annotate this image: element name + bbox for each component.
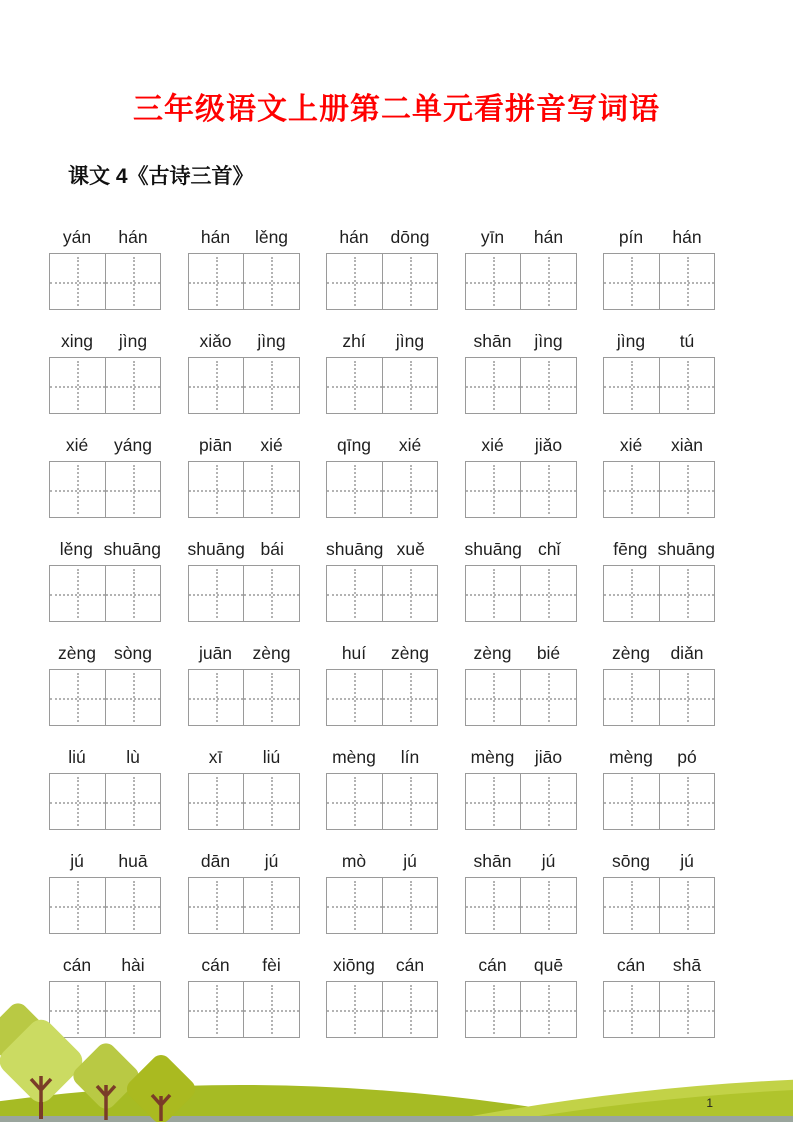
writing-cell[interactable] <box>382 462 438 517</box>
writing-cell[interactable] <box>327 254 382 309</box>
word-group <box>603 326 715 414</box>
word-group <box>326 534 438 622</box>
pinyin-syllable: lín <box>400 747 420 767</box>
pinyin-label <box>465 950 577 981</box>
word-row <box>49 326 715 414</box>
writing-cell[interactable] <box>659 670 715 725</box>
writing-cell[interactable] <box>50 670 105 725</box>
writing-cell[interactable] <box>327 566 382 621</box>
pinyin-syllable: shān <box>473 851 512 871</box>
word-group <box>188 742 300 830</box>
writing-cell[interactable] <box>466 462 521 517</box>
word-group <box>49 846 161 934</box>
pinyin-label <box>326 742 438 773</box>
pinyin-syllable: xiōng <box>333 955 375 975</box>
writing-cell[interactable] <box>50 774 105 829</box>
writing-cell[interactable] <box>105 774 161 829</box>
pinyin-syllable: mèng <box>470 747 515 767</box>
pinyin-label <box>49 742 161 773</box>
word-group <box>326 326 438 414</box>
word-group <box>465 326 577 414</box>
pinyin-syllable: zèng <box>612 643 650 663</box>
word-row <box>49 638 715 726</box>
pinyin-label <box>49 638 161 669</box>
pinyin-label <box>49 950 161 981</box>
writing-cell[interactable] <box>659 774 715 829</box>
writing-cell[interactable] <box>659 358 715 413</box>
pinyin-syllable: jú <box>680 851 694 871</box>
pinyin-syllable: cán <box>616 955 646 975</box>
writing-cell[interactable] <box>604 462 659 517</box>
writing-cell[interactable] <box>520 878 576 933</box>
writing-cell[interactable] <box>105 254 161 309</box>
word-row <box>49 534 715 622</box>
word-group <box>465 430 577 518</box>
writing-box <box>188 877 300 934</box>
writing-cell[interactable] <box>466 774 521 829</box>
writing-cell[interactable] <box>604 774 659 829</box>
pinyin-label <box>49 846 161 877</box>
writing-box <box>603 877 715 934</box>
pinyin-syllable: zhí <box>342 331 366 351</box>
writing-box <box>326 253 438 310</box>
writing-cell[interactable] <box>382 358 438 413</box>
writing-box <box>188 773 300 830</box>
writing-cell[interactable] <box>466 878 521 933</box>
pinyin-syllable: hán <box>533 227 564 247</box>
writing-cell[interactable] <box>382 670 438 725</box>
pinyin-syllable: pín <box>618 227 644 247</box>
pinyin-syllable: jú <box>70 851 84 871</box>
pinyin-syllable: mò <box>341 851 367 871</box>
pinyin-syllable: huí <box>341 643 367 663</box>
word-group <box>603 638 715 726</box>
word-row <box>49 846 715 934</box>
word-group <box>188 846 300 934</box>
writing-cell[interactable] <box>520 358 576 413</box>
writing-cell[interactable] <box>50 254 105 309</box>
pinyin-syllable: liú <box>68 747 86 767</box>
writing-cell[interactable] <box>466 670 521 725</box>
writing-box <box>603 357 715 414</box>
pinyin-syllable: xié <box>260 435 283 455</box>
word-group <box>188 430 300 518</box>
pinyin-label <box>465 326 577 357</box>
pinyin-label <box>465 534 577 565</box>
writing-cell[interactable] <box>189 878 244 933</box>
pinyin-syllable: fēng <box>613 539 648 559</box>
pinyin-syllable: cán <box>62 955 92 975</box>
pinyin-label <box>603 638 715 669</box>
word-group <box>49 534 161 622</box>
writing-cell[interactable] <box>189 358 244 413</box>
pinyin-label <box>188 430 300 461</box>
pinyin-syllable: shān <box>473 331 512 351</box>
pinyin-syllable: shuāng <box>657 539 715 559</box>
section-heading: 课文 4《古诗三首》 <box>68 165 254 188</box>
pinyin-label <box>188 534 300 565</box>
bottom-strip <box>0 1116 793 1122</box>
word-group <box>188 326 300 414</box>
word-group <box>188 222 300 310</box>
pinyin-syllable: diǎn <box>670 643 704 663</box>
pinyin-syllable: yīn <box>480 227 505 247</box>
pinyin-label <box>326 534 438 565</box>
writing-cell[interactable] <box>327 670 382 725</box>
pinyin-syllable: shuāng <box>187 539 245 559</box>
pinyin-label <box>326 430 438 461</box>
pinyin-label <box>326 638 438 669</box>
writing-box <box>603 773 715 830</box>
writing-cell[interactable] <box>243 566 299 621</box>
writing-box <box>188 669 300 726</box>
word-group <box>188 534 300 622</box>
pinyin-label <box>49 430 161 461</box>
writing-cell[interactable] <box>604 566 659 621</box>
pinyin-syllable: cán <box>201 955 230 975</box>
word-group <box>603 534 715 622</box>
pinyin-label <box>603 534 715 565</box>
landscape-decoration <box>0 990 793 1122</box>
word-group <box>465 638 577 726</box>
pinyin-label <box>188 950 300 981</box>
pinyin-syllable: jú <box>264 851 279 871</box>
writing-box <box>326 773 438 830</box>
pinyin-syllable: zèng <box>58 643 96 663</box>
word-group <box>49 638 161 726</box>
word-group <box>465 534 577 622</box>
writing-cell[interactable] <box>243 462 299 517</box>
pinyin-label <box>603 846 715 877</box>
pinyin-label <box>326 222 438 253</box>
writing-cell[interactable] <box>520 566 576 621</box>
writing-box <box>188 461 300 518</box>
pinyin-syllable: bié <box>536 643 561 663</box>
pinyin-label <box>603 950 715 981</box>
pinyin-syllable: xiǎo <box>199 331 232 351</box>
pinyin-syllable: yáng <box>114 435 152 455</box>
pinyin-syllable: jiāo <box>534 747 563 767</box>
pinyin-syllable: xié <box>398 435 422 455</box>
writing-box <box>326 461 438 518</box>
writing-cell[interactable] <box>466 358 521 413</box>
word-group <box>49 222 161 310</box>
pinyin-syllable: sōng <box>612 851 650 871</box>
pinyin-syllable: jìng <box>616 331 646 351</box>
writing-cell[interactable] <box>105 566 161 621</box>
word-group <box>465 222 577 310</box>
writing-box <box>465 461 577 518</box>
writing-cell[interactable] <box>243 254 299 309</box>
writing-cell[interactable] <box>105 878 161 933</box>
pinyin-syllable: pó <box>677 747 697 767</box>
pinyin-syllable: huā <box>118 851 148 871</box>
word-row <box>49 742 715 830</box>
writing-cell[interactable] <box>520 774 576 829</box>
page-title: 三年级语文上册第二单元看拼音写词语 <box>133 93 660 126</box>
writing-cell[interactable] <box>189 670 244 725</box>
writing-cell[interactable] <box>604 878 659 933</box>
pinyin-syllable: bái <box>260 539 284 559</box>
pinyin-syllable: shuāng <box>464 539 522 559</box>
pinyin-syllable: sòng <box>114 643 152 663</box>
pinyin-syllable: quē <box>533 955 564 975</box>
word-group <box>326 742 438 830</box>
pinyin-syllable: liú <box>262 747 281 767</box>
writing-box <box>49 253 161 310</box>
writing-box <box>326 565 438 622</box>
writing-cell[interactable] <box>520 462 576 517</box>
writing-cell[interactable] <box>382 566 438 621</box>
pinyin-syllable: jú <box>403 851 417 871</box>
pinyin-syllable: dān <box>200 851 231 871</box>
pinyin-syllable: jìng <box>257 331 286 351</box>
writing-cell[interactable] <box>327 358 382 413</box>
pinyin-label <box>188 638 300 669</box>
pinyin-syllable: shuāng <box>326 539 384 559</box>
pinyin-label <box>603 430 715 461</box>
writing-cell[interactable] <box>50 462 105 517</box>
pinyin-label <box>49 222 161 253</box>
pinyin-syllable: jú <box>541 851 556 871</box>
pinyin-label <box>603 222 715 253</box>
word-group <box>326 846 438 934</box>
pinyin-syllable: jìng <box>395 331 425 351</box>
writing-cell[interactable] <box>50 358 105 413</box>
pinyin-label <box>465 430 577 461</box>
writing-cell[interactable] <box>466 566 521 621</box>
pinyin-label <box>188 222 300 253</box>
writing-box <box>49 461 161 518</box>
pinyin-syllable: xiàn <box>670 435 704 455</box>
word-group <box>603 222 715 310</box>
pinyin-syllable: cán <box>395 955 425 975</box>
pinyin-syllable: jìng <box>118 331 148 351</box>
writing-box <box>326 669 438 726</box>
pinyin-syllable: fèi <box>262 955 281 975</box>
pinyin-label <box>326 846 438 877</box>
word-group <box>326 222 438 310</box>
pinyin-syllable: lù <box>126 747 140 767</box>
writing-cell[interactable] <box>327 462 382 517</box>
word-group <box>49 326 161 414</box>
writing-box <box>326 877 438 934</box>
pinyin-syllable: mèng <box>332 747 376 767</box>
writing-box <box>465 565 577 622</box>
pinyin-syllable: shā <box>672 955 702 975</box>
pinyin-syllable: lěng <box>59 539 93 559</box>
writing-box <box>603 669 715 726</box>
pinyin-syllable: shuāng <box>103 539 161 559</box>
pinyin-label <box>603 326 715 357</box>
writing-cell[interactable] <box>604 254 659 309</box>
pinyin-syllable: xuě <box>396 539 425 559</box>
writing-box <box>465 357 577 414</box>
pinyin-label <box>603 742 715 773</box>
writing-box <box>603 253 715 310</box>
pinyin-syllable: jìng <box>534 331 563 351</box>
pinyin-syllable: qīng <box>336 435 372 455</box>
writing-box <box>465 253 577 310</box>
pinyin-label <box>188 846 300 877</box>
writing-cell[interactable] <box>189 566 244 621</box>
word-group <box>603 742 715 830</box>
pinyin-label <box>465 846 577 877</box>
pinyin-syllable: hán <box>118 227 148 247</box>
word-group <box>603 846 715 934</box>
writing-cell[interactable] <box>520 254 576 309</box>
pinyin-syllable: hài <box>121 955 145 975</box>
writing-box <box>326 357 438 414</box>
pinyin-label <box>465 222 577 253</box>
pinyin-syllable: juān <box>198 643 233 663</box>
writing-box <box>49 773 161 830</box>
pinyin-syllable: jiǎo <box>534 435 563 455</box>
page-number: 1 <box>706 1096 713 1110</box>
pinyin-syllable: cán <box>478 955 507 975</box>
word-group <box>465 846 577 934</box>
pinyin-label <box>188 742 300 773</box>
writing-box <box>188 253 300 310</box>
writing-cell[interactable] <box>189 774 244 829</box>
writing-box <box>603 565 715 622</box>
pinyin-syllable: mèng <box>609 747 653 767</box>
pinyin-syllable: hán <box>672 227 702 247</box>
pinyin-syllable: chǐ <box>538 539 561 559</box>
pinyin-syllable: dōng <box>390 227 430 247</box>
writing-cell[interactable] <box>466 254 521 309</box>
writing-cell[interactable] <box>382 878 438 933</box>
writing-cell[interactable] <box>520 670 576 725</box>
writing-cell[interactable] <box>604 670 659 725</box>
pinyin-syllable: zèng <box>473 643 512 663</box>
writing-box <box>49 877 161 934</box>
writing-box <box>49 669 161 726</box>
writing-box <box>465 669 577 726</box>
writing-box <box>49 565 161 622</box>
pinyin-label <box>49 326 161 357</box>
word-group <box>326 638 438 726</box>
pinyin-syllable: xié <box>65 435 89 455</box>
writing-cell[interactable] <box>327 774 382 829</box>
writing-cell[interactable] <box>189 462 244 517</box>
word-group <box>49 742 161 830</box>
word-group <box>326 430 438 518</box>
word-group <box>465 742 577 830</box>
writing-cell[interactable] <box>189 254 244 309</box>
word-group <box>603 430 715 518</box>
writing-box <box>188 357 300 414</box>
writing-cell[interactable] <box>659 254 715 309</box>
writing-cell[interactable] <box>243 670 299 725</box>
word-group <box>49 430 161 518</box>
writing-cell[interactable] <box>50 566 105 621</box>
word-group <box>188 638 300 726</box>
writing-cell[interactable] <box>50 878 105 933</box>
writing-cell[interactable] <box>243 358 299 413</box>
writing-cell[interactable] <box>382 254 438 309</box>
pinyin-label <box>465 742 577 773</box>
pinyin-label <box>465 638 577 669</box>
pinyin-label <box>49 534 161 565</box>
pinyin-syllable: yán <box>62 227 92 247</box>
pinyin-syllable: hán <box>200 227 231 247</box>
writing-cell[interactable] <box>243 878 299 933</box>
writing-box <box>603 461 715 518</box>
writing-cell[interactable] <box>382 774 438 829</box>
writing-cell[interactable] <box>659 566 715 621</box>
writing-cell[interactable] <box>105 358 161 413</box>
writing-box <box>188 565 300 622</box>
pinyin-syllable: xī <box>208 747 223 767</box>
writing-cell[interactable] <box>243 774 299 829</box>
pinyin-syllable: piān <box>198 435 233 455</box>
writing-box <box>49 357 161 414</box>
writing-box <box>465 773 577 830</box>
writing-cell[interactable] <box>105 670 161 725</box>
pinyin-syllable: xié <box>619 435 643 455</box>
word-row <box>49 222 715 310</box>
writing-cell[interactable] <box>327 878 382 933</box>
pinyin-label <box>326 950 438 981</box>
writing-cell[interactable] <box>659 462 715 517</box>
pinyin-label <box>326 326 438 357</box>
pinyin-syllable: xing <box>60 331 94 351</box>
writing-box <box>465 877 577 934</box>
pinyin-syllable: zèng <box>252 643 291 663</box>
pinyin-syllable: lěng <box>254 227 289 247</box>
pinyin-syllable: xié <box>481 435 504 455</box>
pinyin-label <box>188 326 300 357</box>
word-row <box>49 430 715 518</box>
writing-cell[interactable] <box>105 462 161 517</box>
writing-cell[interactable] <box>604 358 659 413</box>
pinyin-syllable: tú <box>679 331 695 351</box>
pinyin-syllable: zèng <box>391 643 429 663</box>
pinyin-syllable: hán <box>339 227 369 247</box>
writing-cell[interactable] <box>659 878 715 933</box>
